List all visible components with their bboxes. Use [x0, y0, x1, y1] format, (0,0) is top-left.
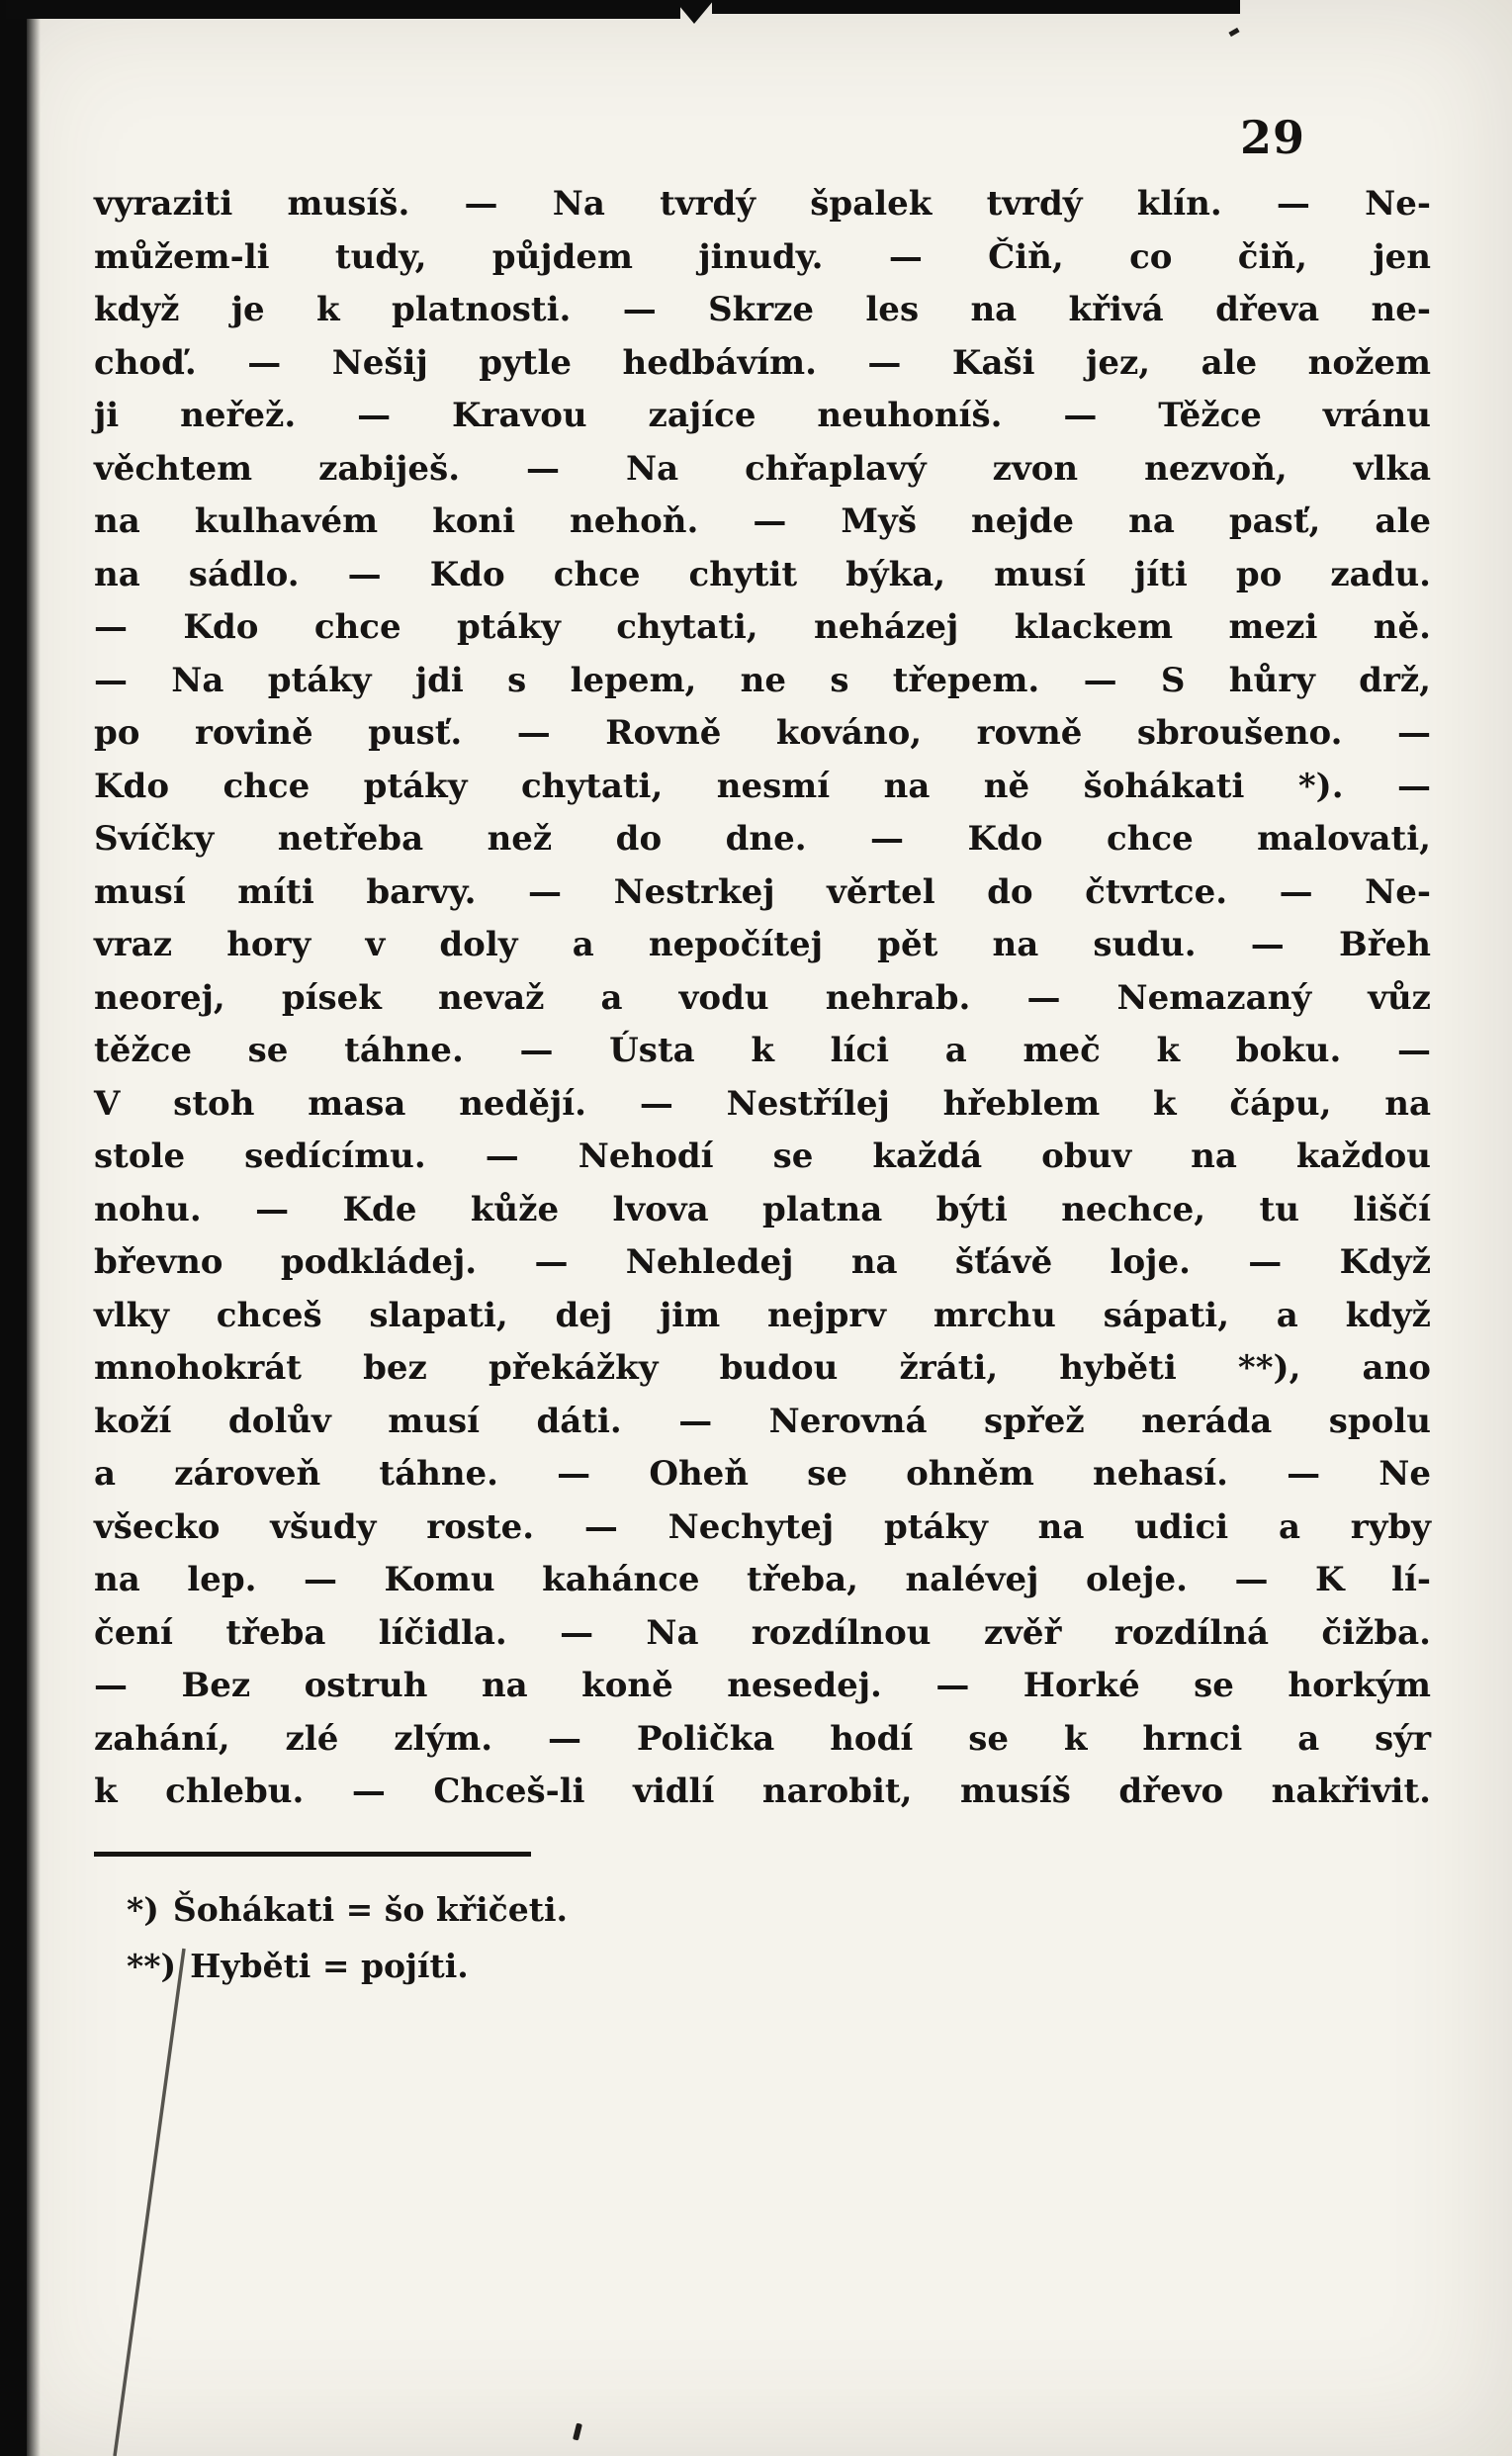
page-curl-line [0, 1919, 297, 2456]
text-line: vyraziti musíš. — Na tvrdý špalek tvrdý klín. — Ne- [94, 184, 1431, 224]
text-line: všecko všudy roste. — Nechytej ptáky na udici a ryby [94, 1506, 1431, 1547]
body-text [94, 178, 1431, 1819]
footnote-rule [94, 1852, 531, 1857]
text-line: — Bez ostruh na koně nesedej. — Horké se horkým [94, 1666, 1431, 1705]
text-line: zahání, zlé zlým. — Polička hodí se k hrnci a sýr [94, 1718, 1431, 1759]
text-line: po rovině pusť. — Rovně kováno, rovně sbroušeno. — [94, 713, 1431, 753]
text-line: V stoh masa nedějí. — Nestřílej hřeblem k čápu, na [94, 1083, 1431, 1124]
text-line: čení třeba líčidla. — Na rozdílnou zvěř rozdílná čižba. [94, 1612, 1431, 1653]
scan-top-edge-notch [674, 0, 714, 24]
ink-speck-bottom [573, 2423, 582, 2441]
ink-speck-top [1228, 28, 1239, 37]
text-line: koží dolův musí dáti. — Nerovná spřež neráda spolu [94, 1401, 1431, 1441]
text-line: břevno podkládej. — Nehledej na šťávě loje. — Když [94, 1242, 1431, 1282]
text-line: na lep. — Komu kahánce třeba, nalévej oleje. — K lí- [94, 1560, 1431, 1599]
text-line: — Kdo chce ptáky chytati, neházej klackem mezi ně. [94, 607, 1431, 647]
text-line: Svíčky netřeba než do dne. — Kdo chce malovati, [94, 819, 1431, 859]
text-line: můžem-li tudy, půjdem jinudy. — Čiň, co čiň, jen [94, 236, 1431, 277]
footnote-marker: *) [127, 1890, 159, 1929]
footnote-text: Hyběti = pojíti. [190, 1947, 469, 1985]
text-line: mnohokrát bez překážky budou žráti, hyběti **), ano [94, 1348, 1431, 1388]
text-line: když je k platnosti. — Skrze les na křivá dřeva ne- [94, 290, 1431, 329]
text-line: stole sedícímu. — Nehodí se každá obuv na každou [94, 1137, 1431, 1176]
scan-top-edge-left [6, 0, 680, 19]
text-line: musí míti barvy. — Nestrkej věrtel do čtvrtce. — Ne- [94, 871, 1431, 912]
text-line: vlky chceš slapati, dej jim nejprv mrchu sápati, a když [94, 1295, 1431, 1335]
text-line: ji neřež. — Kravou zajíce neuhoníš. — Těžce vránu [94, 396, 1431, 435]
footnote-text: Šohákati = šo křičeti. [172, 1890, 568, 1929]
text-line: Kdo chce ptáky chytati, nesmí na ně šohákati *). — [94, 766, 1431, 806]
text-line: věchtem zabiješ. — Na chřaplavý zvon nezvoň, vlka [94, 448, 1431, 489]
text-line: choď. — Nešij pytle hedbávím. — Kaši jez, ale nožem [94, 342, 1431, 383]
text-line: na kulhavém koni nehoň. — Myš nejde na pasť, ale [94, 501, 1431, 541]
text-line: na sádlo. — Kdo chce chytit býka, musí jíti po zadu. [94, 554, 1431, 594]
footnote-marker: **) [127, 1947, 177, 1985]
text-line: k chlebu. — Chceš-li vidlí narobit, musíš dřevo nakřivit. [94, 1772, 1431, 1811]
text-line: neorej, písek nevaž a vodu nehrab. — Nemazaný vůz [94, 977, 1431, 1018]
text-line: a zároveň táhne. — Oheň se ohněm nehasí. — Ne [94, 1454, 1431, 1494]
text-line: těžce se táhne. — Ústa k líci a meč k boku. — [94, 1031, 1431, 1070]
text-line: — Na ptáky jdi s lepem, ne s třepem. — S hůry drž, [94, 660, 1431, 700]
text-line: vraz hory v doly a nepočítej pět na sudu. — Břeh [94, 925, 1431, 964]
scan-top-edge-right [712, 0, 1240, 14]
page-number: 29 [1239, 111, 1305, 164]
text-line: nohu. — Kde kůže lvova platna býti nechce, tu liščí [94, 1189, 1431, 1229]
